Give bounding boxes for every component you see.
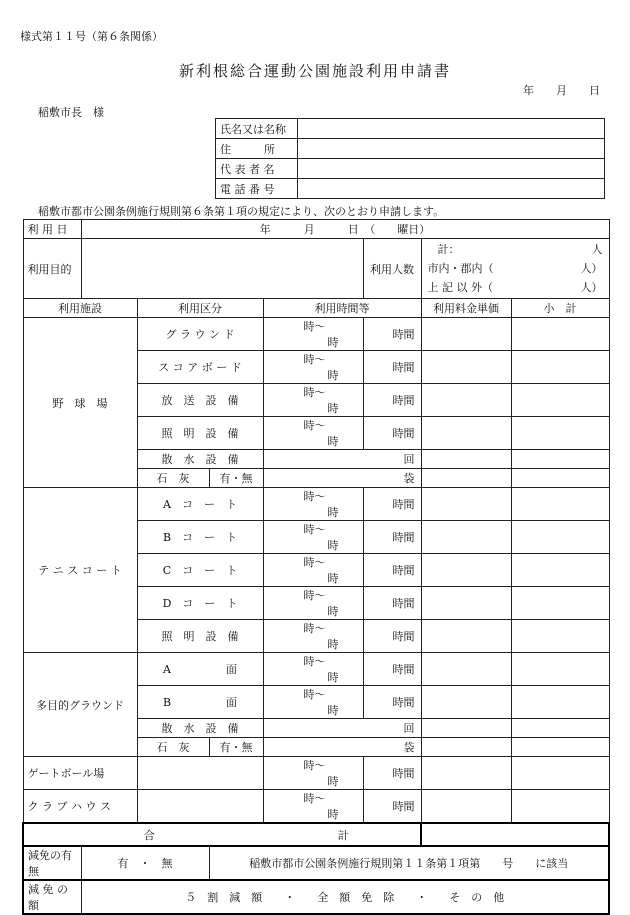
total-label [23,823,421,846]
time-hours[interactable]: 時間 [363,488,421,521]
time-range[interactable] [263,554,363,587]
people-city-line [428,259,603,278]
intro-text: 稲敷市都市公園条例施行規則第６条第１項の規定により、次のとおり申請します。 [38,205,445,218]
time-hours[interactable]: 時間 [363,620,421,653]
time-to: 時 [327,369,339,382]
applicant-row [216,179,605,199]
subtotal-cell[interactable] [511,719,609,738]
fee-cell[interactable] [421,384,511,417]
subtotal-cell[interactable] [511,469,609,488]
total-label-b: 計 [337,828,349,842]
subtotal-cell[interactable] [511,488,609,521]
fee-cell[interactable] [421,554,511,587]
table-row [23,757,609,790]
subtotal-cell[interactable] [511,686,609,719]
total-row [23,823,609,846]
facility-baseball: 野 球 場 [23,318,137,488]
time-to: 時 [327,704,339,717]
fee-cell[interactable] [421,351,511,384]
category-blank[interactable] [137,790,263,824]
time-from: 時〜 [303,622,326,635]
subtotal-cell[interactable] [511,738,609,757]
count-times[interactable]: 回 [263,719,421,738]
usage-date-label: 利 用 日 [23,220,81,239]
time-hours[interactable]: 時間 [363,318,421,351]
people-other-unit: 人） [580,281,603,294]
time-to: 時 [327,435,339,448]
time-hours[interactable]: 時間 [363,790,421,824]
category-area-b: B 面 [137,686,263,719]
category-court-a: A コ ー ト [137,488,263,521]
applicant-address-label: 住 所 [216,139,298,159]
time-from: 時〜 [303,759,326,772]
header-fee: 利用料金単価 [421,299,511,318]
facility-clubhouse: ク ラ ブ ハ ウ ス [23,790,137,824]
usage-date-field[interactable]: 年 月 日 （ 曜日） [81,220,609,239]
fee-cell[interactable] [421,450,511,469]
exemption-choice[interactable]: 有 ・ 無 [81,846,209,880]
time-hours[interactable]: 時間 [363,351,421,384]
category-lime: 石 灰 [137,469,209,488]
applicant-name-label: 氏名又は名称 [216,119,298,139]
time-range[interactable] [263,384,363,417]
category-tennis-lighting: 照 明 設 備 [137,620,263,653]
date-line[interactable]: 年 月 日 [523,84,600,97]
time-range[interactable] [263,351,363,384]
applicant-row [216,159,605,179]
fee-cell[interactable] [421,719,511,738]
time-to: 時 [327,402,339,415]
lime-yes-no[interactable]: 有・無 [209,738,263,757]
purpose-label: 利用目的 [23,239,81,299]
people-city-label: 市内・郡内（ [427,262,494,275]
time-range[interactable] [263,790,363,824]
time-from: 時〜 [303,655,326,668]
category-broadcast: 放 送 設 備 [137,384,263,417]
total-amount[interactable] [421,823,609,846]
purpose-row [23,239,609,299]
category-area-a: A 面 [137,653,263,686]
applicant-row [216,139,605,159]
facility-tennis: テ ニ ス コ ー ト [23,488,137,653]
category-multi-watering: 散 水 設 備 [137,719,263,738]
time-to: 時 [327,808,339,821]
people-total-label: 計： [437,243,460,256]
category-watering: 散 水 設 備 [137,450,263,469]
purpose-field[interactable] [81,239,363,299]
subtotal-cell[interactable] [511,653,609,686]
fee-cell[interactable] [421,587,511,620]
time-from: 時〜 [303,490,326,503]
exemption-label: 減免の有無 [23,846,81,880]
exemption-row [23,846,609,880]
fee-cell[interactable] [421,738,511,757]
time-to: 時 [327,506,339,519]
facility-gateball: ゲートボール場 [23,757,137,790]
time-hours[interactable]: 時間 [363,653,421,686]
fee-cell[interactable] [421,521,511,554]
subtotal-cell[interactable] [511,587,609,620]
page-title: 新利根総合運動公園施設利用申請書 [178,62,451,80]
time-hours[interactable]: 時間 [363,554,421,587]
people-label: 利用人数 [363,239,421,299]
fee-cell[interactable] [421,469,511,488]
time-range[interactable] [263,417,363,450]
exemption-amount-options[interactable]: ５ 割 減 額 ・ 全 額 免 除 ・ そ の 他 [81,880,609,914]
time-to: 時 [327,638,339,651]
subtotal-cell[interactable] [511,554,609,587]
count-bags[interactable]: 袋 [263,738,421,757]
facility-multipurpose: 多目的グラウンド [23,653,137,757]
subtotal-cell[interactable] [511,384,609,417]
count-times[interactable]: 回 [263,450,421,469]
subtotal-cell[interactable] [511,521,609,554]
count-bags[interactable]: 袋 [263,469,421,488]
time-to: 時 [327,539,339,552]
exemption-amount-label: 減 免 の 額 [23,880,81,914]
fee-cell[interactable] [421,318,511,351]
people-other-line [428,278,603,297]
subtotal-cell[interactable] [511,417,609,450]
time-range[interactable] [263,587,363,620]
total-label-inner [28,827,416,843]
people-city-unit: 人） [580,262,603,275]
time-from: 時〜 [303,353,326,366]
time-hours[interactable]: 時間 [363,587,421,620]
time-range[interactable] [263,318,363,351]
time-range[interactable] [263,620,363,653]
time-hours[interactable]: 時間 [363,384,421,417]
representative-field[interactable] [298,159,605,179]
subtotal-cell[interactable] [511,620,609,653]
time-hours[interactable]: 時間 [363,686,421,719]
category-blank[interactable] [137,757,263,790]
category-lighting: 照 明 設 備 [137,417,263,450]
header-subtotal: 小 計 [511,299,609,318]
people-total-unit: 人 [591,243,603,256]
lime-yes-no[interactable]: 有・無 [209,469,263,488]
time-to: 時 [327,572,339,585]
time-range[interactable] [263,757,363,790]
fee-cell[interactable] [421,488,511,521]
time-range[interactable] [263,521,363,554]
fee-cell[interactable] [421,790,511,824]
exemption-amount-row [23,880,609,914]
header-category: 利用区分 [137,299,263,318]
people-other-label: 上 記 以 外（ [427,281,493,294]
subtotal-cell[interactable] [511,757,609,790]
applicant-row [216,119,605,139]
addressee: 稲敷市長 様 [38,106,104,119]
time-to: 時 [327,336,339,349]
subtotal-cell[interactable] [511,450,609,469]
time-from: 時〜 [303,386,326,399]
time-to: 時 [327,775,339,788]
time-from: 時〜 [303,320,326,333]
time-hours[interactable]: 時間 [363,417,421,450]
usage-date-row [23,220,609,239]
fee-cell[interactable] [421,653,511,686]
time-hours[interactable]: 時間 [363,521,421,554]
header-row [23,299,609,318]
table-row [23,790,609,824]
fee-cell[interactable] [421,620,511,653]
time-range[interactable] [263,686,363,719]
applicant-table [215,118,605,199]
phone-label: 電 話 番 号 [216,179,298,199]
representative-label: 代 表 者 名 [216,159,298,179]
time-range[interactable] [263,488,363,521]
time-to: 時 [327,605,339,618]
category-court-b: B コ ー ト [137,521,263,554]
time-range[interactable] [263,653,363,686]
time-from: 時〜 [303,556,326,569]
category-court-d: D コ ー ト [137,587,263,620]
fee-cell[interactable] [421,417,511,450]
time-to: 時 [327,671,339,684]
subtotal-cell[interactable] [511,351,609,384]
category-scoreboard: ス コ ア ボ ー ド [137,351,263,384]
header-facility: 利用施設 [23,299,137,318]
table-row [23,488,609,521]
category-multi-lime: 石 灰 [137,738,209,757]
phone-field[interactable] [298,179,605,199]
people-total-line [428,240,603,259]
total-label-a: 合 [143,828,155,842]
time-from: 時〜 [303,688,326,701]
exemption-rule[interactable]: 稲敷市都市公園条例施行規則第１１条第１項第 号 に該当 [209,846,609,880]
subtotal-cell[interactable] [511,790,609,824]
time-from: 時〜 [303,589,326,602]
table-row [23,653,609,686]
time-hours[interactable]: 時間 [363,757,421,790]
header-time: 利用時間等 [263,299,421,318]
fee-cell[interactable] [421,686,511,719]
time-from: 時〜 [303,523,326,536]
people-field[interactable] [421,239,609,299]
time-from: 時〜 [303,419,326,432]
category-court-c: C コ ー ト [137,554,263,587]
category-ground: グ ラ ウ ン ド [137,318,263,351]
table-row [23,318,609,351]
usage-table [22,219,610,915]
time-from: 時〜 [303,792,326,805]
applicant-address-field[interactable] [298,139,605,159]
fee-cell[interactable] [421,757,511,790]
applicant-name-field[interactable] [298,119,605,139]
form-number: 様式第１１号（第６条関係） [20,30,163,43]
subtotal-cell[interactable] [511,318,609,351]
